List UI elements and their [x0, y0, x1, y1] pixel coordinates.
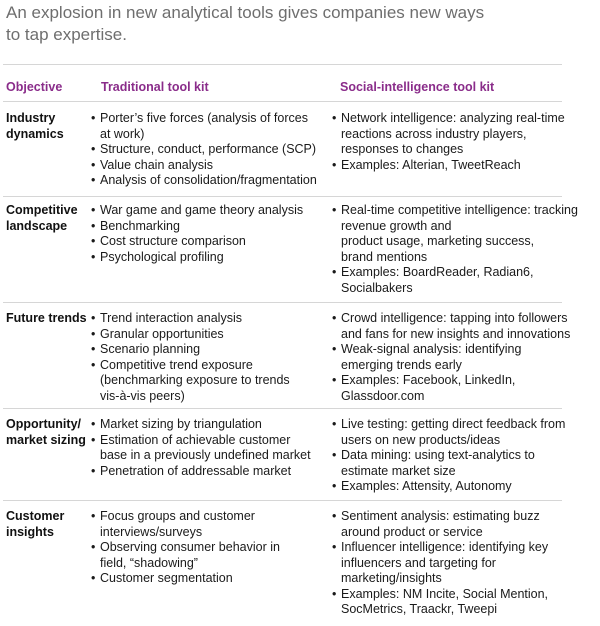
- social-item: [332, 311, 571, 342]
- social-item-line: • Network intelligence: analyzing real-time: [341, 111, 565, 125]
- divider: [3, 101, 562, 102]
- social-item: [332, 448, 564, 479]
- traditional-cell: [91, 509, 321, 587]
- social-item-line: • Data mining: using text-analytics to: [341, 448, 535, 462]
- social-item-line: responses to changes: [341, 142, 464, 156]
- traditional-item-line: • Market sizing by triangulation: [100, 417, 262, 431]
- social-item-line: • Examples: Alterian, TweetReach: [341, 157, 521, 172]
- objective-label-line: Opportunity/: [6, 417, 81, 431]
- social-item: [332, 509, 564, 540]
- social-item-line: Socialbakers: [341, 280, 413, 295]
- objective-label-line: insights: [6, 524, 54, 539]
- traditional-item: [91, 250, 321, 266]
- social-cell: [332, 417, 564, 495]
- social-item-line: • Examples: NM Incite, Social Mention,: [341, 586, 549, 601]
- traditional-item-line: field, “shadowing”: [100, 555, 198, 570]
- traditional-list: [91, 203, 321, 265]
- traditional-item-line: • Trend interaction analysis: [100, 311, 242, 325]
- traditional-item-line: • Competitive trend exposure: [100, 357, 253, 372]
- traditional-item: [91, 327, 321, 343]
- traditional-cell: [91, 417, 321, 479]
- social-list: [332, 509, 564, 618]
- traditional-item-line: • Porter’s five forces (analysis of forces: [100, 111, 308, 125]
- social-item-line: and fans for new insights and innovations: [341, 326, 571, 341]
- social-item-line: reactions across industry players,: [341, 126, 527, 141]
- divider: [3, 196, 562, 197]
- objective-label: [6, 509, 92, 540]
- social-cell: [332, 203, 578, 296]
- traditional-item: [91, 342, 321, 358]
- social-item: [332, 417, 564, 448]
- traditional-item: [91, 142, 321, 158]
- traditional-list: [91, 509, 321, 587]
- social-item-line: • Crowd intelligence: tapping into followers: [341, 311, 568, 325]
- social-cell: [332, 111, 564, 173]
- objective-label-line: Future trends: [6, 311, 87, 325]
- social-item: [332, 587, 564, 618]
- social-list: [332, 111, 564, 173]
- social-item-line: product usage, marketing success,: [341, 234, 535, 248]
- traditional-item-line: vis-à-vis peers): [100, 388, 185, 403]
- traditional-item: [91, 158, 321, 174]
- social-item-line: • Influencer intelligence: identifying key: [341, 540, 549, 554]
- traditional-item-line: interviews/surveys: [100, 524, 203, 539]
- social-item-line: Glassdoor.com: [341, 388, 425, 403]
- objective-label-line: landscape: [6, 218, 68, 233]
- social-list: [332, 311, 571, 404]
- social-item-line: • Live testing: getting direct feedback from: [341, 417, 566, 431]
- objective-label-line: Customer: [6, 509, 65, 523]
- title-line: An explosion in new analytical tools gives companies new ways: [6, 3, 485, 22]
- traditional-item-line: • Focus groups and customer: [100, 509, 255, 523]
- social-item: [332, 540, 564, 587]
- traditional-item-line: • Observing consumer behavior in: [100, 540, 280, 554]
- social-list: [332, 203, 578, 296]
- divider: [3, 64, 562, 65]
- header-social: Social-intelligence tool kit: [340, 80, 495, 94]
- traditional-item: [91, 219, 321, 235]
- traditional-item: [91, 358, 321, 405]
- social-list: [332, 417, 564, 495]
- social-item-line: estimate market size: [341, 463, 456, 478]
- social-item-line: emerging trends early: [341, 357, 462, 372]
- page-title: [6, 2, 546, 46]
- traditional-item-line: • Cost structure comparison: [100, 234, 246, 248]
- traditional-item: [91, 509, 321, 540]
- traditional-item-line: • Psychological profiling: [100, 249, 224, 264]
- header-traditional: Traditional tool kit: [101, 80, 209, 94]
- traditional-cell: [91, 111, 321, 189]
- social-item: [332, 342, 564, 373]
- social-cell: [332, 311, 571, 404]
- traditional-item: [91, 417, 321, 433]
- traditional-item-line: (benchmarking exposure to trends: [100, 373, 290, 387]
- social-item: [332, 203, 578, 265]
- social-item: [332, 111, 564, 158]
- social-item: [332, 158, 564, 174]
- social-item-line: SocMetrics, Traackr, Tweepi: [341, 602, 498, 616]
- traditional-item-line: • Value chain analysis: [100, 157, 214, 172]
- traditional-item: [91, 111, 321, 142]
- social-item-line: influencers and targeting for: [341, 555, 496, 570]
- traditional-list: [91, 311, 321, 404]
- traditional-item-line: • Analysis of consolidation/fragmentation: [100, 173, 317, 187]
- traditional-item-line: • War game and game theory analysis: [100, 203, 304, 217]
- traditional-item: [91, 540, 321, 571]
- social-item-line: marketing/insights: [341, 571, 442, 585]
- objective-label: [6, 417, 92, 448]
- traditional-item-line: • Penetration of addressable market: [100, 463, 292, 478]
- traditional-item: [91, 571, 321, 587]
- divider: [3, 408, 562, 409]
- traditional-item: [91, 203, 321, 219]
- objective-label: [6, 311, 92, 327]
- objective-label-line: market sizing: [6, 432, 86, 447]
- title-line: to tap expertise.: [6, 25, 127, 44]
- social-item-line: around product or service: [341, 524, 483, 539]
- social-item: [332, 373, 564, 404]
- social-item: [332, 479, 564, 495]
- social-item-line: • Sentiment analysis: estimating buzz: [341, 509, 540, 523]
- social-item-line: • Examples: Facebook, LinkedIn,: [341, 373, 516, 387]
- social-cell: [332, 509, 564, 618]
- traditional-item-line: • Scenario planning: [100, 342, 201, 356]
- traditional-item-line: • Estimation of achievable customer: [100, 432, 291, 447]
- objective-label-line: dynamics: [6, 126, 64, 141]
- social-item-line: users on new products/ideas: [341, 432, 501, 447]
- traditional-item-line: • Benchmarking: [100, 218, 180, 233]
- traditional-cell: [91, 311, 321, 404]
- traditional-item: [91, 173, 321, 189]
- traditional-list: [91, 417, 321, 479]
- traditional-list: [91, 111, 321, 189]
- traditional-cell: [91, 203, 321, 265]
- social-item-line: • Weak-signal analysis: identifying: [341, 342, 522, 356]
- social-item-line: • Examples: BoardReader, Radian6,: [341, 265, 534, 279]
- traditional-item-line: • Customer segmentation: [100, 571, 233, 585]
- traditional-item-line: • Structure, conduct, performance (SCP): [100, 142, 317, 156]
- traditional-item-line: at work): [100, 126, 145, 141]
- social-item-line: brand mentions: [341, 249, 428, 264]
- social-item-line: • Real-time competitive intelligence: tracking: [341, 203, 578, 217]
- traditional-item: [91, 464, 321, 480]
- objective-label-line: Industry: [6, 111, 56, 125]
- divider: [3, 500, 562, 501]
- social-item: [332, 265, 564, 296]
- traditional-item: [91, 234, 321, 250]
- objective-label: [6, 203, 92, 234]
- traditional-item-line: base in a previously undefined market: [100, 448, 311, 462]
- traditional-item: [91, 433, 321, 464]
- social-item-line: revenue growth and: [341, 218, 452, 233]
- objective-label-line: Competitive: [6, 203, 78, 217]
- header-objective: Objective: [6, 80, 63, 94]
- social-item-line: • Examples: Attensity, Autonomy: [341, 479, 512, 493]
- traditional-item-line: • Granular opportunities: [100, 326, 224, 341]
- traditional-item: [91, 311, 321, 327]
- objective-label: [6, 111, 92, 142]
- divider: [3, 302, 562, 303]
